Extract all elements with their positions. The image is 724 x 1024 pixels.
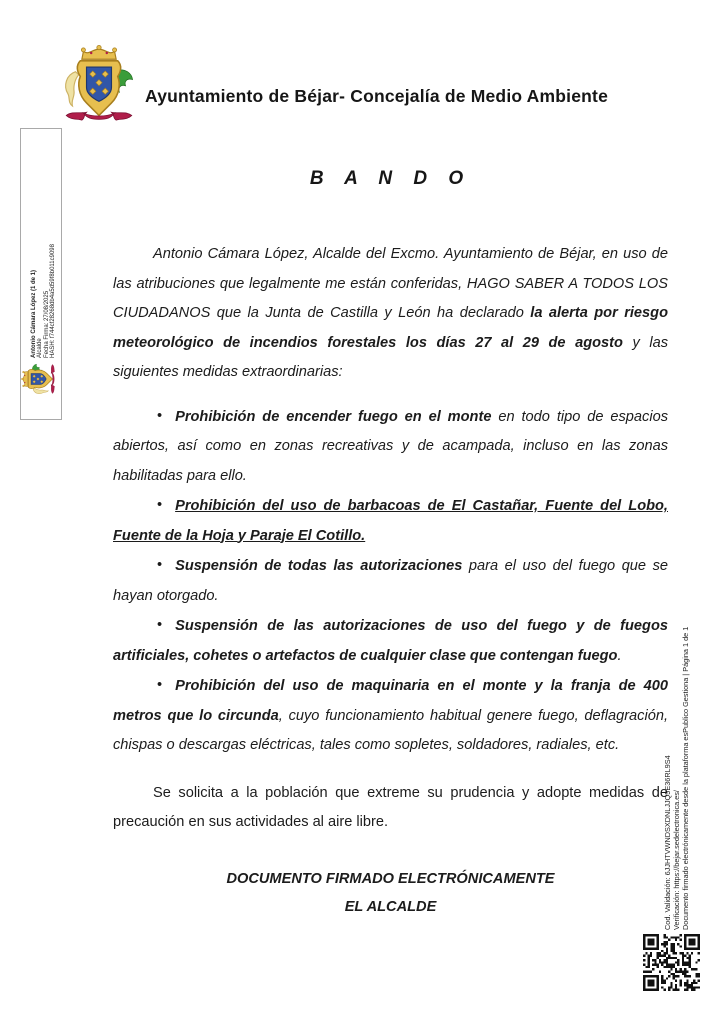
bullet-icon: • [157,497,163,513]
intro-text-end: y las siguientes medidas extraordinarias: [113,334,669,380]
closing-paragraph: Se solicita a la población que extreme su prudencia y adopte medidas de precaución en sus actividades al aire libre. [113,784,668,830]
qr-code [643,934,700,991]
intro-paragraph [113,240,668,388]
signature-stamp-text [31,196,57,358]
list-item [113,492,668,551]
stamp-signer-role: Alcalde [37,338,44,358]
measure-text: . [617,647,622,664]
bullet-icon: • [157,677,163,693]
list-item [113,403,668,492]
measure-text: , cuyo funcionamiento habitual genere fuego, deflagración, chispas o descargas eléctricas, tales como sopletes, soldadores, radiales, etc. [113,707,668,753]
document-title: B A N D O [309,168,472,189]
measure-title: Suspensión de todas las autorizaciones [175,558,463,574]
platform-note: Documento firmado electrónicamente desde la plataforma esPublico Gestiona | Página 1 de 1 [681,626,690,930]
verification-url: Verificación: https://bejar.sedelectronica.es/ [672,790,681,930]
measure-title: Prohibición del uso de maquinaria en el monte y la franja de 400 metros que lo circunda [113,678,668,724]
list-item [113,672,668,761]
page-title: Ayuntamiento de Béjar- Concejalía de Medio Ambiente [145,86,609,106]
stamp-signer-name: Antonio Cámara López (1 de 1) [31,269,37,358]
list-item [113,552,668,611]
bejar-coat-of-arms-icon [60,42,138,128]
measures-list [113,403,668,761]
signature-line-2: EL ALCALDE [344,898,437,915]
stamp-coat-of-arms-icon [21,360,57,398]
list-item [113,612,668,671]
validation-stamp-text [663,626,690,930]
signature-line-1: DOCUMENTO FIRMADO ELECTRÓNICAMENTE [226,870,555,887]
measure-text: para el uso del fuego que se hayan otorgado. [113,558,668,604]
stamp-signature-date: Fecha Firma: 27/08/2025 [43,290,50,358]
bullet-icon: • [157,407,163,424]
signature-block [113,865,668,921]
measure-title: Suspensión de las autorizaciones de uso del fuego y de fuegos artificiales, cohetes o artefactos de cualquier clase que contengan fuego [113,618,668,664]
bullet-icon: • [157,557,163,573]
bullet-icon: • [157,617,163,633]
validation-code: Cod. Validación: 6JJHTVWNDSXDNLJJQ5E36RL9S4 [663,755,672,930]
intro-text: Antonio Cámara López, Alcalde del Excmo. Ayuntamiento de Béjar, en uso de las atribuciones que legalmente me están conferidas, HAGO SABER A TODOS LOS CIUDADANOS que la Junta de Castilla y León ha declarado [113,246,668,321]
measure-title: Prohibición de encender fuego en el monte [175,408,492,425]
measure-text: en todo tipo de espacios abiertos, así como en zonas recreativas y de acampada, incluso en las zonas habilitadas para ello. [113,408,668,484]
measure-title: Prohibición del uso de barbacoas de El Castañar, Fuente del Lobo, Fuente de la Hoja y Paraje El Cotillo. [113,498,668,544]
intro-alert-text: la alerta por riesgo meteorológico de incendios forestales los días 27 al 29 de agosto [113,305,668,351]
stamp-hash: HASH: f744cf28268db4a5d59f8b011c9098 [50,244,57,358]
document-body [113,240,668,921]
